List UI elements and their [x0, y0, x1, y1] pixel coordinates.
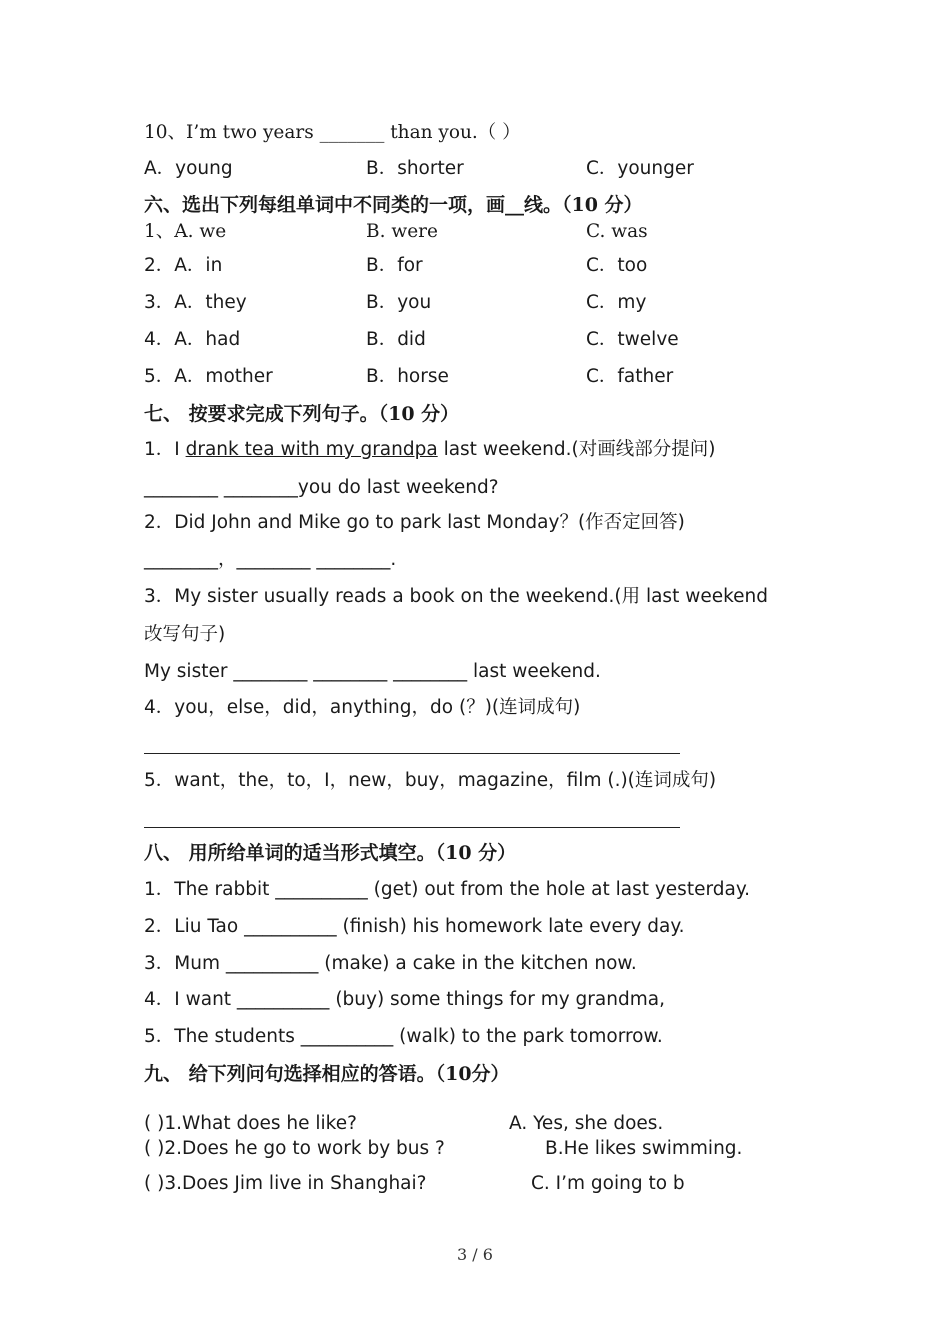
option-a: 1、A. we [144, 221, 227, 242]
option-a: 3．A．they [144, 292, 247, 313]
section7-q1 [144, 441, 715, 460]
section9-heading: 九、 给下列问句选择相应的答语。（10分） [144, 1063, 510, 1085]
option-b: B．did [366, 329, 426, 350]
section7-q3-line1: 3．My sister usually reads a book on the weekend.(用 last weekend [144, 586, 768, 607]
section7-q4: 4．you，else，did，anything，do (？)(连词成句) [144, 697, 581, 718]
option-c: C．father [586, 366, 674, 387]
section8-item: 4．I want __________ (buy) some things for my grandma, [144, 989, 665, 1010]
section7-q2: 2．Did John and Mike go to park last Monday？(作否定回答) [144, 512, 685, 533]
q1-underlined-phrase: drank tea with my grandpa [185, 439, 438, 460]
section8-item: 1．The rabbit __________ (get) out from the hole at last yesterday. [144, 879, 751, 900]
section9-question: ( )3.Does Jim live in Shanghai? [144, 1173, 427, 1194]
option-b: B．you [366, 292, 432, 313]
section7-heading: 七、 按要求完成下列句子。（10 分） [144, 403, 460, 425]
option-b: B．for [366, 255, 423, 276]
section7-q5: 5．want，the，to，I，new，buy，magazine，film (.)(连词成句) [144, 770, 717, 791]
section8-heading: 八、 用所给单词的适当形式填空。（10 分） [144, 842, 517, 864]
section9-answer: A. Yes, she does. [509, 1113, 664, 1134]
option-a: 2．A．in [144, 255, 223, 276]
q10-option-a: A．young [144, 158, 233, 179]
section9-answer: C. I’m going to b [531, 1173, 685, 1194]
section8-item: 3．Mum __________ (make) a cake in the kitchen now. [144, 953, 637, 974]
q10-option-b: B．shorter [366, 158, 464, 179]
section9-question: ( )1.What does he like? [144, 1113, 357, 1134]
section7-q3-line2: 改写句子) [144, 624, 226, 645]
q10-question: 10、I’m two years _______ than you.（ ） [144, 122, 521, 143]
section9-answer: B.He likes swimming. [545, 1138, 743, 1159]
answer-line [144, 753, 680, 754]
answer-line [144, 827, 680, 828]
section8-item: 5．The students __________ (walk) to the park tomorrow. [144, 1026, 663, 1047]
option-b: B．horse [366, 366, 449, 387]
option-c: C．too [586, 255, 648, 276]
section6-heading: 六、选出下列每组单词中不同类的一项，画__线。（10 分） [144, 194, 643, 216]
section7-q3-answer: My sister ________ ________ ________ last weekend. [144, 661, 601, 682]
q1-instruction: last weekend.(对画线部分提问) [437, 439, 716, 460]
page-number: 3 / 6 [457, 1245, 493, 1264]
section7-q2-answer: ________，________ ________. [144, 549, 397, 570]
option-a: 4．A．had [144, 329, 241, 350]
option-b: B. were [366, 221, 438, 242]
q10-option-c: C．younger [586, 158, 694, 179]
option-c: C. was [586, 221, 648, 242]
option-c: C．my [586, 292, 647, 313]
option-c: C．twelve [586, 329, 679, 350]
section9-question: ( )2.Does he go to work by bus ? [144, 1138, 445, 1159]
section7-q1-answer: ________ ________you do last weekend? [144, 477, 499, 498]
section8-item: 2．Liu Tao __________ (finish) his homework late every day. [144, 916, 685, 937]
q1-text: 1．I [144, 439, 186, 460]
option-a: 5．A．mother [144, 366, 273, 387]
